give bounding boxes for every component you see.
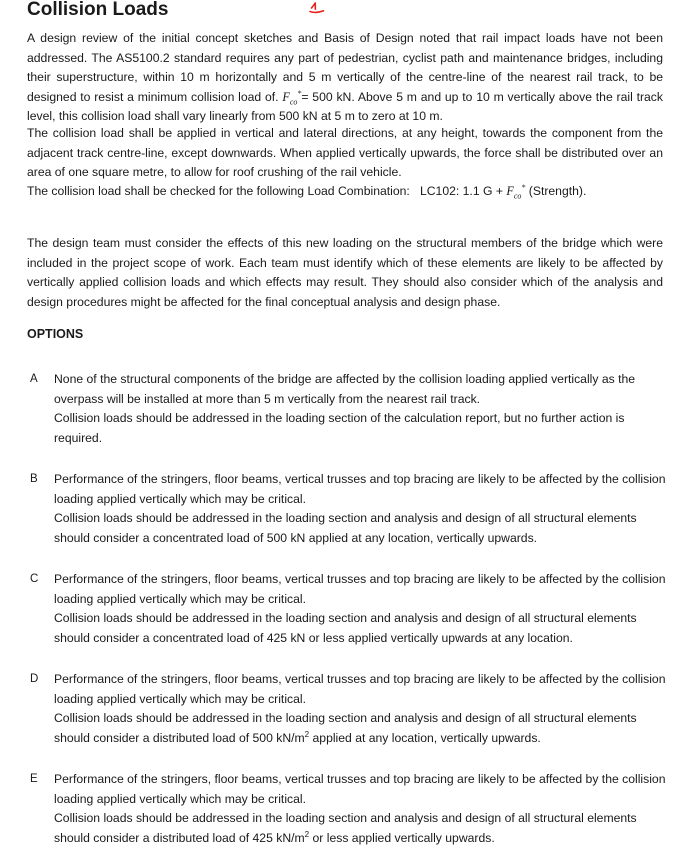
load-combination-paragraph: The collision load shall be checked for the following Load Combination: LC102: 1.1 $G + F_{co}^*$ (Strength). [27,182,587,201]
option-letter: E [30,773,38,785]
load-direction-paragraph: The collision load shall be applied in vertical and lateral directions, at any height, towards the component from the adjacent track centre-line, except downwards. When applied vertically upwards, the force shall be distributed over an area of one square metre, to allow for roof crushing of the rail vehicle. [27,126,663,180]
red-handwritten-mark-icon [309,1,325,17]
intro-paragraph: A design review of the initial concept sketches and Basis of Design noted that rail impact loads have not been addressed. The AS5100.2 standard requires any part of pedestrian, cyclist path and maintenance bridges, including their superstructure, within 10 m horizontally and 5 m vertically of the centre-line of the nearest rail track, to be designed to resist a minimum collision load of. $F_{co}^*= 500$ kN. Above 5 m and up to 10 m vertically above the rail track level, this collision load shall vary linearly from 500 kN at 5 m to zero at 10 m. [27,31,663,124]
option-text: None of the structural components of the bridge are affected by the collision loading applied vertically as the overpass will be installed at more than 5 m vertically from the nearest rail track. Collision loads should be addressed in the loading section of the calculation report, but no further action is required. [54,372,636,445]
options-heading: OPTIONS [27,327,84,341]
option-text: Performance of the stringers, floor beams, vertical trusses and top bracing are likely to be affected by the collision loading applied vertically which may be critical. Collision loads should be addressed in the loading section and analysis and design of all structural elements should consider a distributed load of 500 $kN/m^2$ applied at any location, vertically upwards. [54,672,666,745]
option-letter: A [30,373,38,385]
option-letter: C [30,573,39,585]
option-letter: D [30,673,39,685]
option-text: Performance of the stringers, floor beams, vertical trusses and top bracing are likely to be affected by the collision loading applied vertically which may be critical. Collision loads should be addressed in the loading section and analysis and design of all structural elements should consider a concentrated load of 500 kN applied at any location, vertically upwards. [54,472,666,545]
option-text: Performance of the stringers, floor beams, vertical trusses and top bracing are likely to be affected by the collision loading applied vertically which may be critical. Collision loads should be addressed in the loading section and analysis and design of all structural elements should consider a distributed load of 425 $kN/m^2$ or less applied vertically upwards. [54,772,666,845]
page-title: Collision Loads [27,0,169,20]
option-letter: B [30,473,38,485]
collision-load-symbol: $F_{co}^*$ [282,88,302,107]
option-text: Performance of the stringers, floor beams, vertical trusses and top bracing are likely to be affected by the collision loading applied vertically which may be critical. Collision loads should be addressed in the loading section and analysis and design of all structural elements should consider a concentrated load of 425 kN or less applied vertically upwards at any location. [54,572,666,645]
collision-load-symbol: $F_{co}^*$ [506,182,526,201]
design-team-paragraph: The design team must consider the effects of this new loading on the structural members of the bridge which were included in the project scope of work. Each team must identify which of these elements are likely to be affected by vertically applied collision loads and which effects may result. They should also consider which of the analysis and design procedures might be affected for the final conceptual analysis and design phase. [27,236,663,309]
